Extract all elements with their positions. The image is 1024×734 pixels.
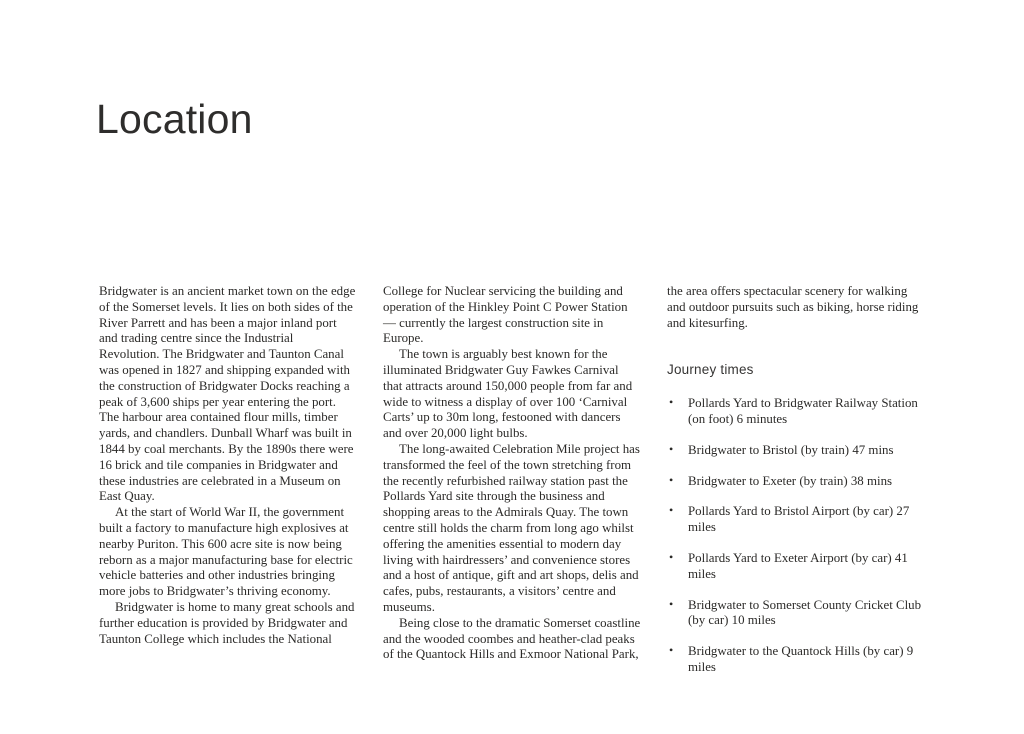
journey-item <box>667 443 925 459</box>
text-column-3 <box>667 284 925 691</box>
bullet-icon: • <box>669 395 674 410</box>
journey-item-text: Pollards Yard to Exeter Airport (by car) 41 miles <box>688 550 908 581</box>
bullet-icon: • <box>669 549 674 564</box>
journey-times-list <box>667 396 925 676</box>
journey-item <box>667 474 925 490</box>
journey-item <box>667 551 925 583</box>
bullet-icon: • <box>669 472 674 487</box>
paragraph: Being close to the dramatic Somerset coastline and the wooded coombes and heather-clad peaks of the Quantock Hills and Exmoor National Park, <box>383 615 641 662</box>
paragraph: At the start of World War II, the government built a factory to manufacture high explosives at nearby Puriton. This 600 acre site is now being reborn as a major manufacturing base for electric vehicle batteries and other industries bringing more jobs to Bridgwater’s thriving economy. <box>99 505 353 599</box>
journey-item <box>667 598 925 630</box>
page-title: Location <box>96 96 253 142</box>
paragraph: The long-awaited Celebration Mile project has transformed the feel of the town stretching from the recently refurbished railway station past the Pollards Yard site through the business and shopping areas to the Admirals Quay. The town centre still holds the charm from long ago whilst offering the amenities essential to modern day living with hairdressers’ and convenience stores and a host of antique, gift and art shops, delis and cafes, pubs, restaurants, a visitors’ centre and museums. <box>383 441 640 614</box>
journey-item-text: Bridgwater to the Quantock Hills (by car) 9 miles <box>688 644 914 674</box>
text-column-2 <box>383 284 641 691</box>
paragraph: College for Nuclear servicing the building and operation of the Hinkley Point C Power Station — currently the largest construction site in Europe. <box>383 284 628 346</box>
paragraph: Bridgwater is an ancient market town on the edge of the Somerset levels. It lies on both sides of the River Parrett and has been a major inland port and trading centre since the Industrial Revolution. The Bridgwater and Taunton Canal was opened in 1827 and shipping expanded with the construction of Bridgwater Docks reaching a peak of 3,600 ships per year entering the port. The harbour area contained flour mills, timber yards, and chandlers. Dunball Wharf was built in 1844 by coal merchants. By the 1890s there were 16 brick and tile companies in Bridgwater and these industries are celebrated in a Museum on East Quay. <box>99 284 356 504</box>
journey-item-text: Bridgwater to Somerset County Cricket Club (by car) 10 miles <box>688 597 922 628</box>
paragraph: the area offers spectacular scenery for walking and outdoor pursuits such as biking, horse riding and kitesurfing. <box>667 284 919 330</box>
bullet-icon: • <box>669 643 674 658</box>
bullet-icon: • <box>669 596 674 611</box>
body-columns <box>99 284 925 691</box>
paragraph: The town is arguably best known for the illuminated Bridgwater Guy Fawkes Carnival that attracts around 150,000 people from far and wide to witness a display of over 100 ‘Carnival Carts’ up to 30m long, festooned with dancers and over 20,000 light bulbs. <box>383 347 633 441</box>
journey-item-text: Bridgwater to Exeter (by train) 38 mins <box>688 473 893 488</box>
journey-item-text: Pollards Yard to Bridgwater Railway Station (on foot) 6 minutes <box>688 396 918 426</box>
journey-item <box>667 644 925 676</box>
paragraph: Bridgwater is home to many great schools and further education is provided by Bridgwater and Taunton College which includes the National <box>99 599 355 646</box>
journey-item <box>667 504 925 536</box>
journey-times-heading: Journey times <box>667 362 754 378</box>
journey-item-text: Bridgwater to Bristol (by train) 47 mins <box>688 442 894 457</box>
bullet-icon: • <box>669 503 674 518</box>
bullet-icon: • <box>669 441 674 456</box>
journey-item <box>667 396 925 428</box>
text-column-1 <box>99 284 357 691</box>
journey-item-text: Pollards Yard to Bristol Airport (by car) 27 miles <box>688 504 910 535</box>
